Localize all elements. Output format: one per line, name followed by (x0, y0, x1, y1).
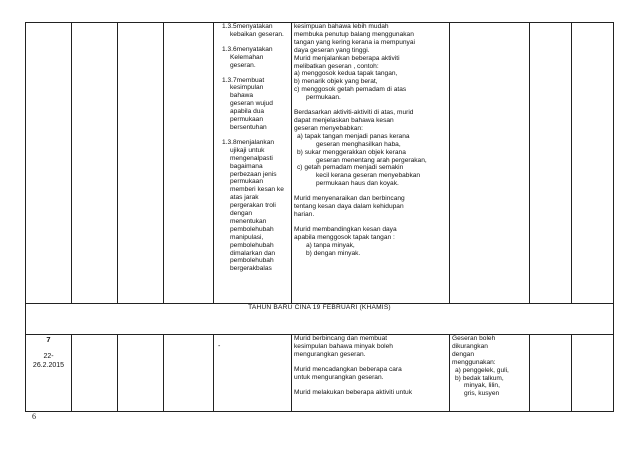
list-item: a) tapak tangan menjadi panas kerana (297, 132, 410, 140)
activity-paragraph (294, 335, 447, 359)
unit-cell (118, 335, 164, 412)
objective-code: 1.3.6menyatakan (222, 45, 273, 53)
text-line: geseran menghasilkan haba, (316, 140, 401, 148)
list-item: a) penggelek, guli, (455, 366, 509, 374)
list-item: a) menggosok kedua tapak tangan, (294, 70, 398, 78)
objective-text: ujikaji untuk (230, 146, 265, 154)
text-line: menggunakan: (452, 358, 496, 366)
date-line: 26.2.2015 (32, 361, 65, 369)
text-line: Murid melakukan beberapa aktiviti untuk (294, 388, 413, 396)
text-line: daya geseran yang tinggi. (294, 46, 370, 54)
text-line: tentang kesan daya dalam kehidupan (294, 203, 404, 211)
objective-text: mengenalpasti (230, 154, 273, 162)
table-row (26, 23, 614, 304)
notes-cell (450, 23, 530, 304)
objective-text: geseran wujud (230, 100, 273, 108)
text-line: kecil kerana geseran menyebabkan (316, 172, 421, 180)
objective-item (216, 46, 289, 70)
lesson-plan-table (25, 22, 614, 412)
standard-cell (164, 23, 214, 304)
objective-text: kesimpulan (230, 84, 264, 92)
text-line: melibatkan geseran , contoh: (294, 62, 379, 70)
week-number: 7 (46, 335, 51, 344)
objective-text: atas jarak (230, 194, 259, 202)
date-line: 22- (43, 352, 54, 360)
notes-list (452, 335, 527, 398)
text-line: mengurangkan geseran. (294, 350, 366, 358)
objective-text: bersentuhan (230, 123, 267, 131)
text-line: geseran menentang arah pergerakan, (316, 156, 427, 164)
extra-cell (530, 23, 572, 304)
list-item: b) menarik objek yang berat, (294, 78, 378, 86)
objectives-cell (214, 23, 292, 304)
notes-cell (450, 335, 530, 412)
learning-objectives (216, 23, 289, 273)
list-item: b) bedak talkum, (455, 374, 504, 382)
list-item: a) tanpa minyak, (306, 241, 355, 249)
text-line: apabila menggosok tapak tangan : (294, 233, 395, 241)
text-line: Murid mencadangkan beberapa cara (294, 365, 402, 373)
list-item: gris, kusyen (464, 390, 500, 398)
unit-cell (118, 23, 164, 304)
activities-cell (292, 335, 450, 412)
objective-text: bahawa (230, 92, 254, 100)
objective-text: bergerakbalas (230, 265, 272, 273)
activities-cell (292, 23, 450, 304)
objective-code: 1.3.5menyatakan (222, 23, 273, 30)
text-line: dengan (452, 350, 475, 358)
objective-text: kebaikan geseran. (230, 30, 284, 38)
objective-text: pembolehubah (230, 241, 274, 249)
extra-cell (530, 335, 572, 412)
theme-cell (72, 23, 118, 304)
objective-text: pembolehubah (230, 257, 274, 265)
text-line: membuka penutup balang menggunakan (294, 30, 414, 38)
remarks-cell (572, 335, 614, 412)
text-line: permukaan. (306, 94, 341, 102)
activity-paragraph (294, 389, 447, 397)
page-number: 6 (32, 412, 36, 421)
text-line: kesimpulan bahawa minyak boleh (294, 342, 393, 350)
list-item: b) sukar menggerakkan objek kerana (297, 148, 406, 156)
objective-placeholder: - (218, 343, 221, 350)
objectives-cell (214, 335, 292, 412)
text-line: harian. (294, 210, 315, 218)
text-line: Geseran boleh (452, 335, 496, 342)
objective-code: 1.3.8menjalankan (222, 138, 275, 146)
objective-text: Kelemahan (230, 53, 264, 61)
objective-text: memberi kesan ke (230, 186, 284, 194)
text-line: Murid berbincang dan membuat (294, 335, 388, 342)
text-line: Berdasarkan aktiviti-aktiviti di atas, murid (294, 109, 414, 117)
objective-text: permukaan (230, 178, 263, 186)
table-row (26, 304, 614, 335)
text-line: dikurangkan (452, 342, 488, 350)
text-line: Murid menjalankan beberapa aktiviti (294, 54, 400, 62)
holiday-banner: TAHUN BARU CINA 19 FEBRUARI (KHAMIS) (26, 304, 614, 335)
objective-item (216, 23, 289, 39)
objective-item (216, 139, 289, 273)
objective-text: manipulasi, (230, 233, 264, 241)
theme-cell (72, 335, 118, 412)
list-item: c) getah pemadam menjadi semakin (297, 164, 404, 172)
text-line: Murid menyenaraikan dan berbincang (294, 195, 405, 203)
activity-paragraph (294, 109, 447, 188)
remarks-cell (572, 23, 614, 304)
objective-text: geseran. (230, 61, 256, 69)
objective-text: permukaan (230, 116, 263, 124)
week-date (28, 352, 69, 370)
list-item: minyak, lilin, (464, 382, 500, 390)
text-line: tangan yang kering kerana ia mempunyai (294, 38, 415, 46)
text-line: dapat menjelaskan bahawa kesan (294, 116, 394, 124)
text-line: geseran menyebabkan: (294, 124, 363, 132)
objective-code: 1.3.7membuat (222, 76, 265, 84)
text-line: kesimpuan bahawa lebih mudah (294, 23, 389, 30)
activity-paragraph (294, 195, 447, 219)
activity-paragraph (294, 23, 447, 55)
objective-text: dimalarkan dan (230, 249, 276, 257)
activity-paragraph (294, 366, 447, 382)
activity-paragraph (294, 226, 447, 258)
table-row (26, 335, 614, 412)
text-line: Murid membandingkan kesan daya (294, 225, 397, 233)
week-cell (26, 335, 72, 412)
list-item: b) dengan minyak. (306, 249, 361, 257)
text-line: untuk mengurangkan geseran. (294, 373, 384, 381)
objective-text: menentukan (230, 217, 267, 225)
list-item: c) menggosok getah pemadam di atas (294, 86, 407, 94)
objective-text: pembolehubah (230, 225, 274, 233)
text-line: permukaan haus dan koyak. (316, 180, 399, 188)
standard-cell (164, 335, 214, 412)
objective-text: apabila dua (230, 108, 265, 116)
week-cell (26, 23, 72, 304)
objective-item (216, 77, 289, 132)
activity-paragraph (294, 55, 447, 102)
objective-text: dengan (230, 210, 253, 218)
objective-text: perbezaan jenis (230, 170, 277, 178)
objective-text: pergerakan troli (230, 202, 276, 210)
objective-text: bagaimana (230, 162, 263, 170)
